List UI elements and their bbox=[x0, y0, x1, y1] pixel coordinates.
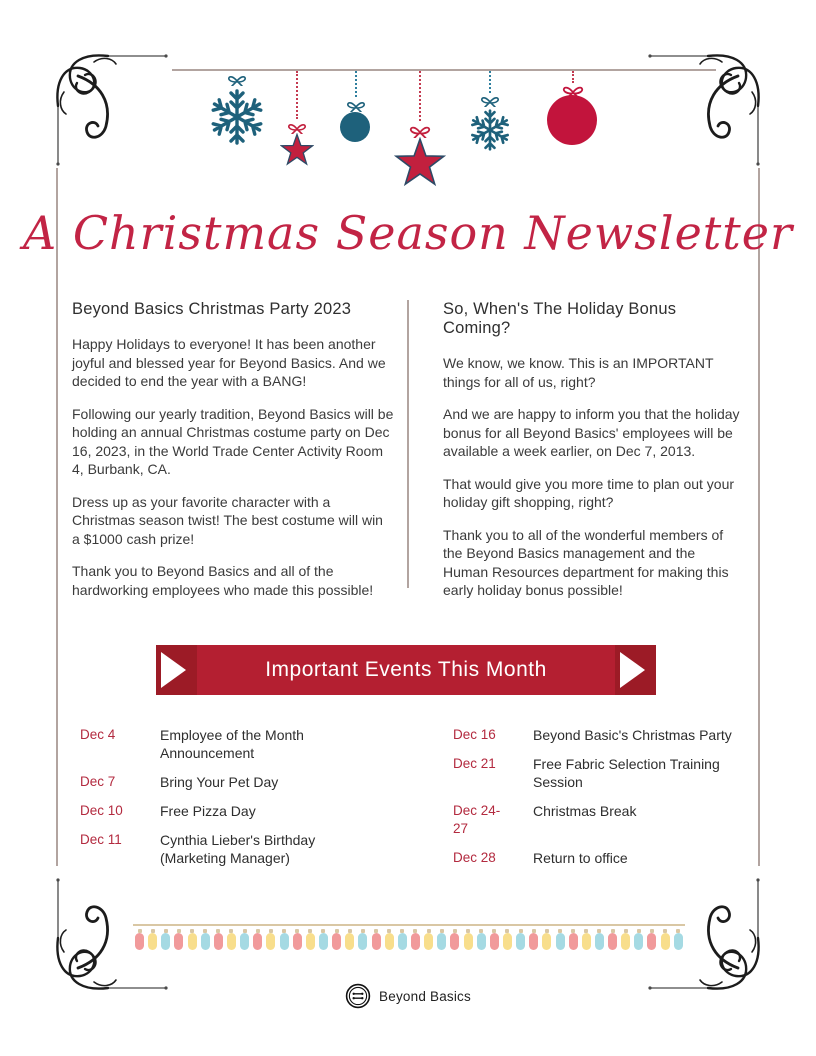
light-bulb-icon bbox=[148, 933, 157, 950]
article-right bbox=[443, 300, 743, 614]
light-bulb-icon bbox=[214, 933, 223, 950]
ornament-string bbox=[355, 71, 357, 97]
light-bulb-icon bbox=[358, 933, 367, 950]
light-bulb-icon bbox=[398, 933, 407, 950]
star-icon bbox=[280, 133, 314, 166]
swirl-flourish-icon bbox=[648, 40, 774, 166]
frame-right-line bbox=[758, 168, 760, 866]
light-bulb-icon bbox=[201, 933, 210, 950]
light-bulb-icon bbox=[319, 933, 328, 950]
event-date: Dec 24-27 bbox=[453, 803, 501, 836]
paragraph: And we are happy to inform you that the holiday bonus for all Beyond Basics' employees will be available a week earlier, on Dec 7, 2013. bbox=[443, 406, 740, 459]
paragraph: That would give you more time to plan out your holiday gift shopping, right? bbox=[443, 475, 735, 510]
event-description: Free Pizza Day bbox=[160, 803, 256, 819]
light-bulb-icon bbox=[240, 933, 249, 950]
light-bulb-icon bbox=[332, 933, 341, 950]
event-row bbox=[453, 726, 751, 744]
light-bulb-icon bbox=[529, 933, 538, 950]
light-bulb-icon bbox=[174, 933, 183, 950]
light-bulb-icon bbox=[306, 933, 315, 950]
snowflake-icon bbox=[467, 107, 513, 153]
light-bulb-icon bbox=[464, 933, 473, 950]
light-bulb-icon bbox=[266, 933, 275, 950]
light-bulb-icon bbox=[188, 933, 197, 950]
column-divider bbox=[407, 300, 409, 588]
light-bulb-icon bbox=[450, 933, 459, 950]
light-bulb-icon bbox=[293, 933, 302, 950]
snowflake-icon bbox=[206, 86, 268, 148]
ornament-string bbox=[419, 71, 421, 121]
event-date: Dec 7 bbox=[80, 774, 116, 789]
light-bulb-icon bbox=[542, 933, 551, 950]
event-row bbox=[453, 802, 751, 838]
paragraph: We know, we know. This is an IMPORTANT things for all of us, right? bbox=[443, 355, 714, 390]
events-banner bbox=[156, 645, 656, 695]
swirl-flourish-icon bbox=[42, 40, 168, 166]
events-banner-label: Important Events This Month bbox=[197, 645, 615, 695]
light-bulb-icon bbox=[227, 933, 236, 950]
light-bulb-icon bbox=[569, 933, 578, 950]
light-bulb-icon bbox=[345, 933, 354, 950]
event-date: Dec 10 bbox=[80, 803, 123, 818]
bow-icon bbox=[477, 91, 503, 107]
event-row bbox=[80, 726, 378, 762]
bauble-icon bbox=[546, 94, 598, 146]
string-lights bbox=[133, 924, 685, 950]
light-bulb-icon bbox=[477, 933, 486, 950]
paragraph: Following our yearly tradition, Beyond Basics will be holding an annual Christmas costume party on Dec 16, 2023, in the World Trade Center Activity Room 4, Burbank, CA. bbox=[72, 405, 394, 477]
event-date: Dec 4 bbox=[80, 727, 116, 742]
light-bulb-icon bbox=[582, 933, 591, 950]
event-description: Employee of the Month Announcement bbox=[160, 727, 304, 761]
light-bulb-icon bbox=[634, 933, 643, 950]
ornament-string bbox=[296, 71, 298, 119]
article-left bbox=[72, 300, 394, 613]
light-bulb-icon bbox=[280, 933, 289, 950]
button-logo-icon bbox=[345, 983, 371, 1009]
light-bulb-icon bbox=[608, 933, 617, 950]
events-column-right bbox=[453, 726, 751, 867]
article-right-heading: So, When's The Holiday Bonus Coming? bbox=[443, 300, 677, 337]
paragraph: Thank you to all of the wonderful members of the Beyond Basics management and the Human Resources department for making this early holiday bonus possible! bbox=[443, 526, 729, 598]
event-description: Beyond Basic's Christmas Party bbox=[533, 727, 732, 743]
event-description: Return to office bbox=[533, 850, 628, 866]
event-description: Free Fabric Selection Training Session bbox=[533, 756, 720, 790]
light-bulb-icon bbox=[674, 933, 683, 950]
frame-left-line bbox=[56, 168, 58, 866]
bow-icon bbox=[405, 120, 435, 138]
event-date: Dec 11 bbox=[80, 832, 122, 847]
brand-name: Beyond Basics bbox=[379, 988, 471, 1004]
light-bulb-icon bbox=[253, 933, 262, 950]
light-bulb-icon bbox=[161, 933, 170, 950]
event-row bbox=[453, 849, 751, 867]
light-bulb-icon bbox=[516, 933, 525, 950]
paragraph: Thank you to Beyond Basics and all of the hardworking employees who made this possible! bbox=[72, 563, 374, 598]
bow-icon bbox=[224, 70, 250, 86]
bow-icon bbox=[343, 96, 369, 112]
paragraph: Dress up as your favorite character with a Christmas season twist! The best costume will win a $1000 cash prize! bbox=[72, 493, 383, 547]
light-bulb-icon bbox=[556, 933, 565, 950]
light-bulb-icon bbox=[424, 933, 433, 950]
event-date: Dec 16 bbox=[453, 727, 496, 742]
frame-top-line bbox=[172, 69, 716, 71]
banner-left-arrow-icon bbox=[156, 645, 197, 695]
footer bbox=[0, 983, 816, 1009]
article-left-heading: Beyond Basics Christmas Party 2023 bbox=[72, 300, 352, 318]
light-bulb-icon bbox=[621, 933, 630, 950]
event-row bbox=[453, 755, 751, 791]
event-description: Cynthia Lieber's Birthday (Marketing Manager) bbox=[160, 832, 316, 866]
star-icon bbox=[394, 137, 446, 187]
light-bulb-icon bbox=[437, 933, 446, 950]
events-column-left bbox=[80, 726, 378, 867]
light-bulb-icon bbox=[661, 933, 670, 950]
event-row bbox=[80, 831, 378, 867]
light-bulb-icon bbox=[503, 933, 512, 950]
event-date: Dec 28 bbox=[453, 850, 496, 865]
light-bulb-icon bbox=[135, 933, 144, 950]
event-description: Bring Your Pet Day bbox=[160, 774, 279, 790]
event-description: Christmas Break bbox=[533, 803, 637, 819]
bauble-icon bbox=[339, 111, 371, 143]
light-bulb-icon bbox=[595, 933, 604, 950]
light-bulbs bbox=[133, 926, 685, 950]
light-bulb-icon bbox=[647, 933, 656, 950]
ornament-string bbox=[489, 71, 491, 93]
event-date: Dec 21 bbox=[453, 756, 496, 771]
paragraph: Happy Holidays to everyone! It has been another joyful and blessed year for Beyond Basics. And we decided to end the year with a BANG! bbox=[72, 336, 386, 389]
newsletter-title: A Christmas Season Newsletter bbox=[22, 206, 793, 260]
light-bulb-icon bbox=[385, 933, 394, 950]
bow-icon bbox=[284, 118, 310, 134]
banner-right-arrow-icon bbox=[615, 645, 656, 695]
event-row bbox=[80, 773, 378, 791]
light-bulb-icon bbox=[372, 933, 381, 950]
event-row bbox=[80, 802, 378, 820]
light-bulb-icon bbox=[490, 933, 499, 950]
light-bulb-icon bbox=[411, 933, 420, 950]
